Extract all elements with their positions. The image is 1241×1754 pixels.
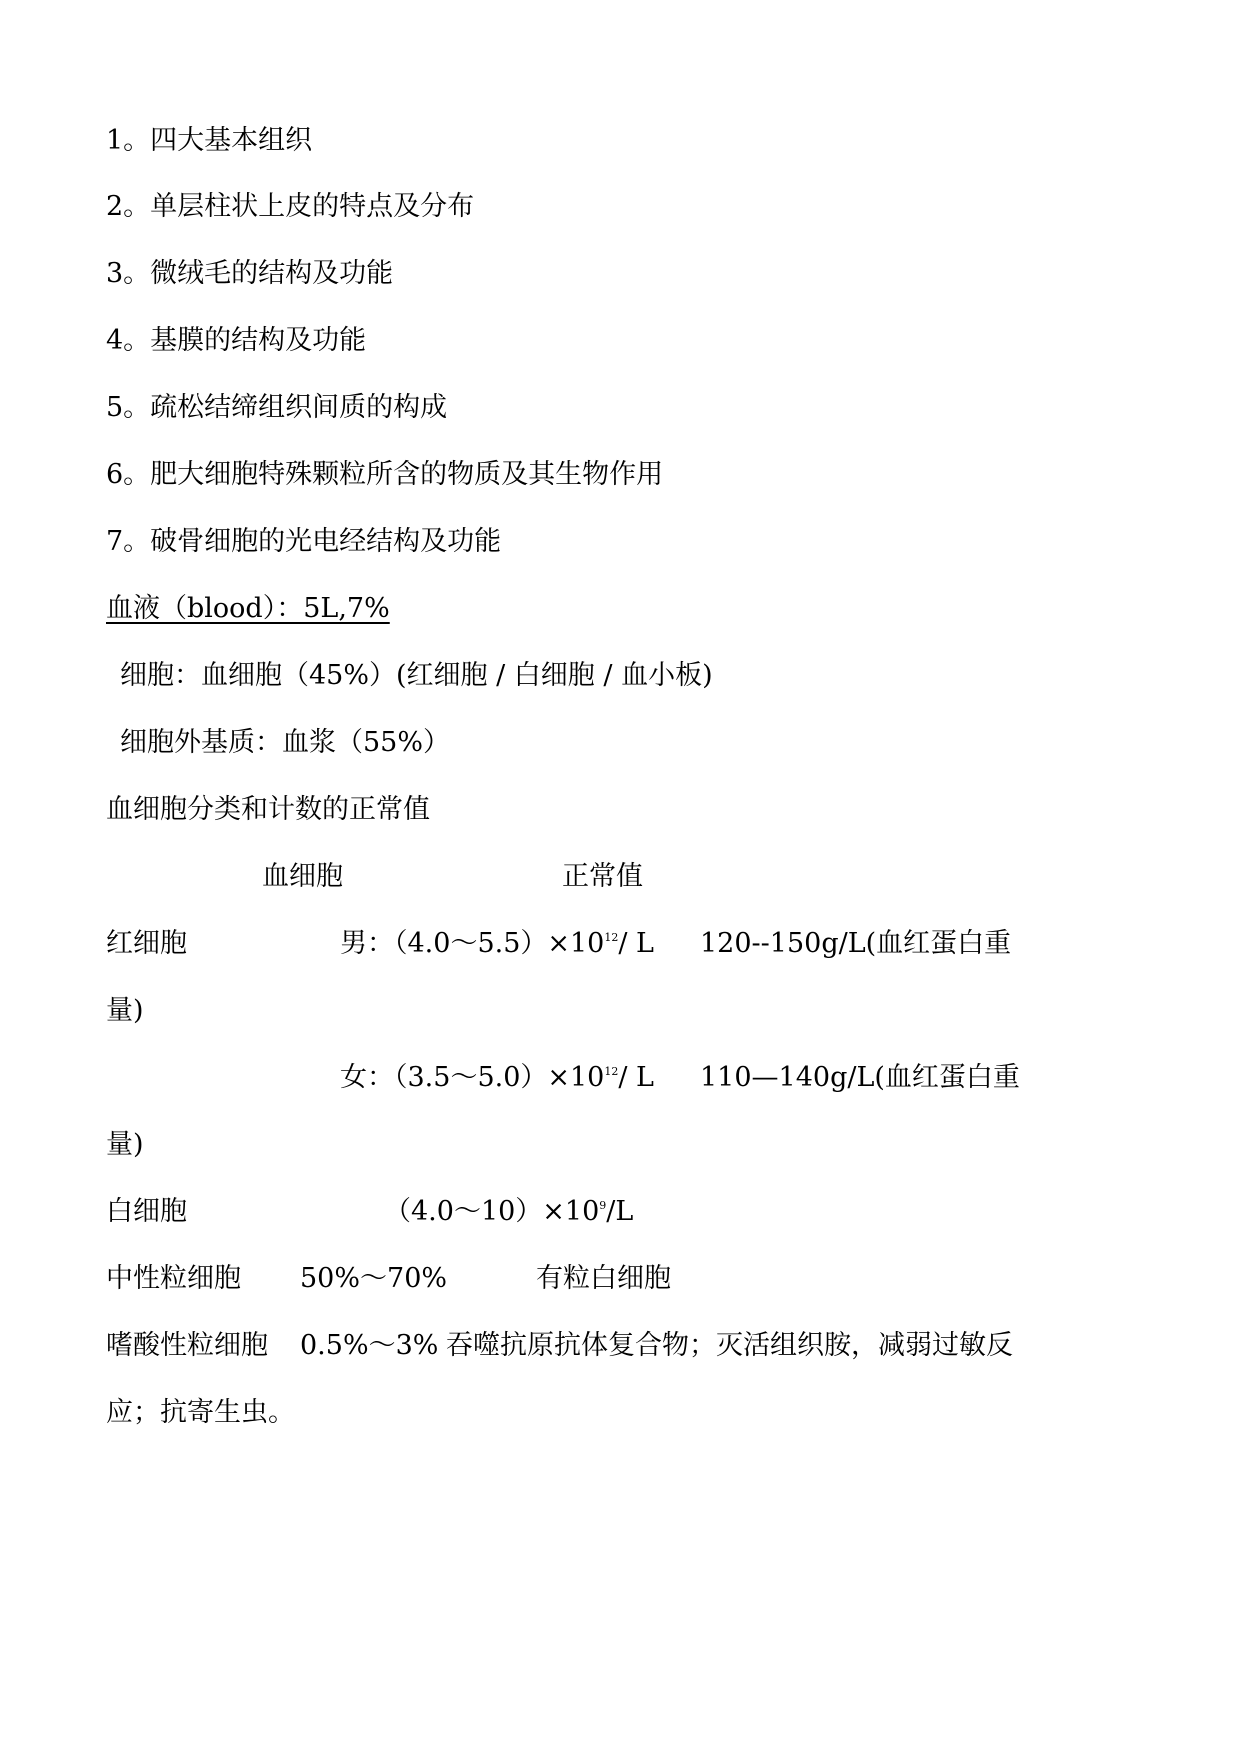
neutrophil-value: 50%～70% bbox=[300, 1263, 448, 1294]
rbc-female-hemoglobin-wrap: 量) bbox=[106, 1129, 144, 1160]
rbc-female-value: 女：$(3.5\sim 5.0)\times 10^{12}/$ L bbox=[340, 1062, 654, 1093]
question-3: 3。微绒毛的结构及功能 bbox=[106, 258, 394, 289]
question-5: 5。疏松结缔组织间质的构成 bbox=[106, 392, 448, 423]
rbc-female-hemoglobin: 110—140g/L(血红蛋白重 bbox=[700, 1062, 1020, 1093]
eosinophil-label: 嗜酸性粒细胞 bbox=[106, 1330, 268, 1361]
blood-cells-line: 细胞：血细胞（45%）(红细胞 / 白细胞 / 血小板) bbox=[120, 660, 713, 691]
blood-matrix-line: 细胞外基质：血浆（55%） bbox=[120, 727, 451, 758]
eosinophil-note: 吞噬抗原抗体复合物；灭活组织胺，减弱过敏反 bbox=[446, 1330, 1013, 1361]
question-1: 1。四大基本组织 bbox=[106, 125, 313, 156]
table-title: 血细胞分类和计数的正常值 bbox=[106, 794, 430, 825]
question-2: 2。单层柱状上皮的特点及分布 bbox=[106, 191, 475, 222]
rbc-male-value: 男：$(4.0\sim 5.5)\times 10^{12}/$ L bbox=[340, 928, 654, 959]
question-6: 6。肥大细胞特殊颗粒所含的物质及其生物作用 bbox=[106, 459, 664, 490]
neutrophil-label: 中性粒细胞 bbox=[106, 1263, 241, 1294]
rbc-label: 红细胞 bbox=[106, 928, 187, 959]
eosinophil-note-wrap: 应；抗寄生虫。 bbox=[106, 1397, 295, 1428]
rbc-male-hemoglobin: 120--150g/L(血红蛋白重 bbox=[700, 928, 1012, 959]
eosinophil-value: 0.5%～3% bbox=[300, 1330, 439, 1361]
rbc-male-hemoglobin-wrap: 量) bbox=[106, 995, 144, 1026]
question-7: 7。破骨细胞的光电经结构及功能 bbox=[106, 526, 502, 557]
neutrophil-note: 有粒白细胞 bbox=[536, 1263, 671, 1294]
blood-heading: 血液（blood）：5L,7% bbox=[106, 593, 390, 624]
column-header-cell: 血细胞 bbox=[262, 861, 343, 892]
wbc-value: $(4.0\sim 10)\times 10^9/L$ bbox=[384, 1196, 634, 1227]
question-4: 4。基膜的结构及功能 bbox=[106, 325, 367, 356]
wbc-label: 白细胞 bbox=[106, 1196, 187, 1227]
column-header-normal: 正常值 bbox=[562, 861, 643, 892]
